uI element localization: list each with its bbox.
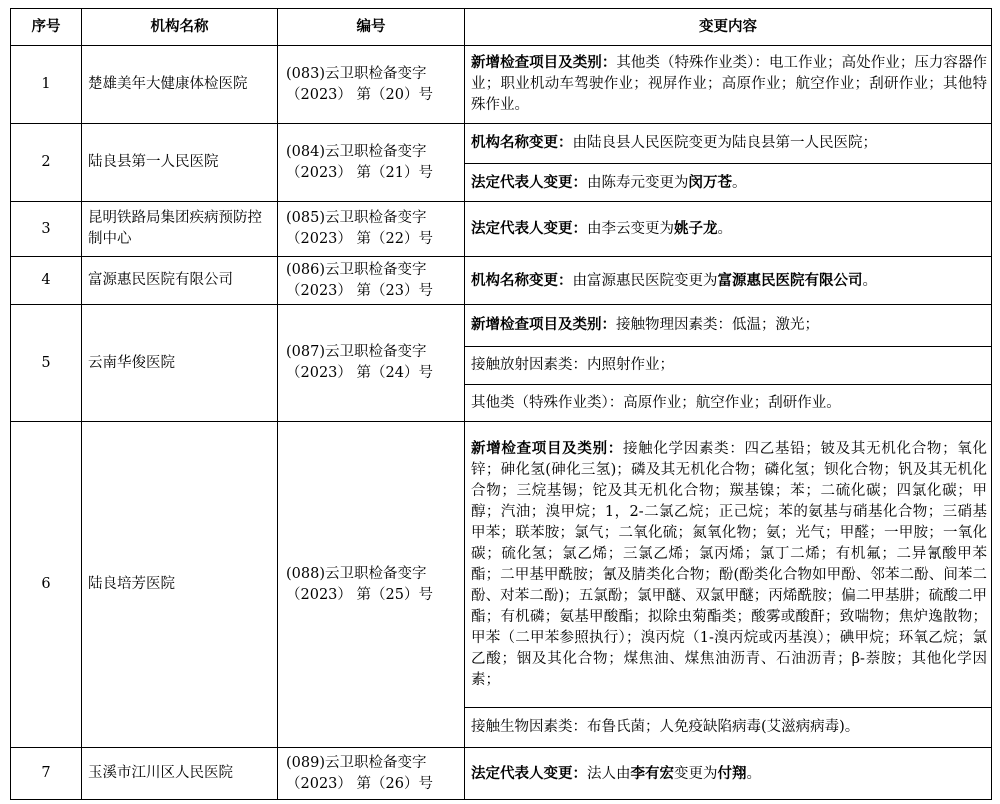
change-text: 由陈寿元变更为	[587, 174, 689, 191]
row-change	[465, 422, 992, 708]
row-change: 接触生物因素类：布鲁氏菌；人免疫缺陷病毒(艾滋病病毒)。	[465, 708, 992, 748]
header-code: 编号	[278, 9, 465, 46]
change-end: 。	[717, 221, 732, 237]
row-name: 陆良培芳医院	[82, 422, 278, 748]
table-row	[11, 748, 992, 800]
row-code: (089)云卫职检备变字（2023） 第（26）号	[278, 748, 465, 800]
change-label: 机构名称变更：	[471, 272, 573, 289]
change-label: 新增检查项目及类别：	[471, 440, 623, 457]
change-bold: 富源惠民医院有限公司	[717, 271, 863, 289]
change-bold: 闵万苍	[688, 173, 732, 191]
row-code: (086)云卫职检备变字（2023） 第（23）号	[278, 257, 465, 305]
change-label: 机构名称变更：	[471, 135, 573, 151]
row-name: 昆明铁路局集团疾病预防控制中心	[82, 202, 278, 257]
row-seq: 4	[11, 257, 82, 305]
row-code: (088)云卫职检备变字（2023） 第（25）号	[278, 422, 465, 748]
row-seq: 2	[11, 124, 82, 202]
row-change: 其他类（特殊作业类）：高原作业；航空作业；刮研作业。	[465, 385, 992, 422]
change-label: 法定代表人变更：	[471, 174, 587, 191]
change-label: 新增检查项目及类别：	[471, 55, 617, 71]
row-change: 接触放射因素类：内照射作业；	[465, 347, 992, 385]
row-seq: 7	[11, 748, 82, 800]
header-name: 机构名称	[82, 9, 278, 46]
change-end: 。	[732, 174, 747, 191]
row-seq: 6	[11, 422, 82, 748]
change-text: 接触化学因素类：四乙基铅；铍及其无机化合物；氧化锌；砷化氢(砷化三氢)；磷及其无机化合物；磷化氢；钡化合物；钒及其无机化合物；三烷基锡；铊及其无机化合物；羰基镍；苯；二硫化碳；四氯化碳；甲醇；汽油；溴甲烷；1，2-二氯乙烷；正己烷；苯的氨基与硝基化合物；三硝基甲苯；联苯胺；氯气；二氧化硫；氮氧化物；氨；光气；甲醛；一甲胺；一氧化碳；硫化氢；氯乙烯；三氯乙烯；氯丙烯；氯丁二烯；有机氟；二异氰酸甲苯酯；二甲基甲酰胺；氰及腈类化合物；酚(酚类化合物如甲酚、邻苯二酚、间苯二酚、对苯二酚)；五氯酚；氯甲醚、双氯甲醚；丙烯酰胺；偏二甲基肼；硫酸二甲酯；有机磷；氨基甲酸酯；拟除虫菊酯类；酸雾或酸酐；致喘物；焦炉逸散物；甲苯（二甲苯参照执行）；溴丙烷（1-溴丙烷或丙基溴）；碘甲烷；环氧乙烷；氯乙酸；铟及其化合物；煤焦油、煤焦油沥青、石油沥青；β-萘胺；其他化学因素；	[471, 440, 987, 688]
change-text: 由李云变更为	[587, 221, 674, 237]
row-name: 陆良县第一人民医院	[82, 124, 278, 202]
change-label: 新增检查项目及类别：	[471, 317, 616, 333]
row-seq: 1	[11, 46, 82, 124]
row-change	[465, 46, 992, 124]
registry-table	[10, 8, 992, 800]
change-label: 法定代表人变更：	[471, 221, 587, 237]
change-text: 其他类（特殊作业类）：电工作业；高处作业；压力容器作业；职业机动车驾驶作业；视屏作业；高原作业；航空作业；刮研作业；其他特殊作业。	[471, 55, 987, 113]
header-change: 变更内容	[465, 9, 992, 46]
change-bold: 付翔	[717, 764, 747, 782]
change-text: 法人由	[587, 765, 631, 782]
change-text: 由陆良县人民医院变更为陆良县第一人民医院；	[572, 135, 877, 151]
table-header-row	[11, 9, 992, 46]
row-name: 云南华俊医院	[82, 305, 278, 422]
table-row	[11, 257, 992, 305]
change-text: 由富源惠民医院变更为	[572, 272, 718, 289]
change-text: 接触物理因素类：低温；激光；	[616, 317, 819, 333]
row-code: (084)云卫职检备变字（2023） 第（21）号	[278, 124, 465, 202]
change-end: 。	[746, 765, 761, 782]
header-seq: 序号	[11, 9, 82, 46]
row-code: (087)云卫职检备变字（2023） 第（24）号	[278, 305, 465, 422]
row-seq: 3	[11, 202, 82, 257]
table-row	[11, 422, 992, 708]
change-bold: 姚子龙	[674, 220, 718, 237]
row-name: 楚雄美年大健康体检医院	[82, 46, 278, 124]
row-change	[465, 305, 992, 347]
change-bold: 李有宏	[630, 764, 674, 782]
row-name: 富源惠民医院有限公司	[82, 257, 278, 305]
table-row	[11, 124, 992, 164]
row-change	[465, 164, 992, 202]
table-row	[11, 202, 992, 257]
change-mid: 变更为	[674, 765, 718, 782]
row-change	[465, 202, 992, 257]
row-name: 玉溪市江川区人民医院	[82, 748, 278, 800]
change-end: 。	[862, 272, 877, 289]
table-row	[11, 46, 992, 124]
table-row	[11, 305, 992, 347]
row-change	[465, 257, 992, 305]
row-change	[465, 124, 992, 164]
row-code: (085)云卫职检备变字（2023） 第（22）号	[278, 202, 465, 257]
row-change	[465, 748, 992, 800]
change-label: 法定代表人变更：	[471, 765, 587, 782]
row-code: (083)云卫职检备变字（2023） 第（20）号	[278, 46, 465, 124]
row-seq: 5	[11, 305, 82, 422]
